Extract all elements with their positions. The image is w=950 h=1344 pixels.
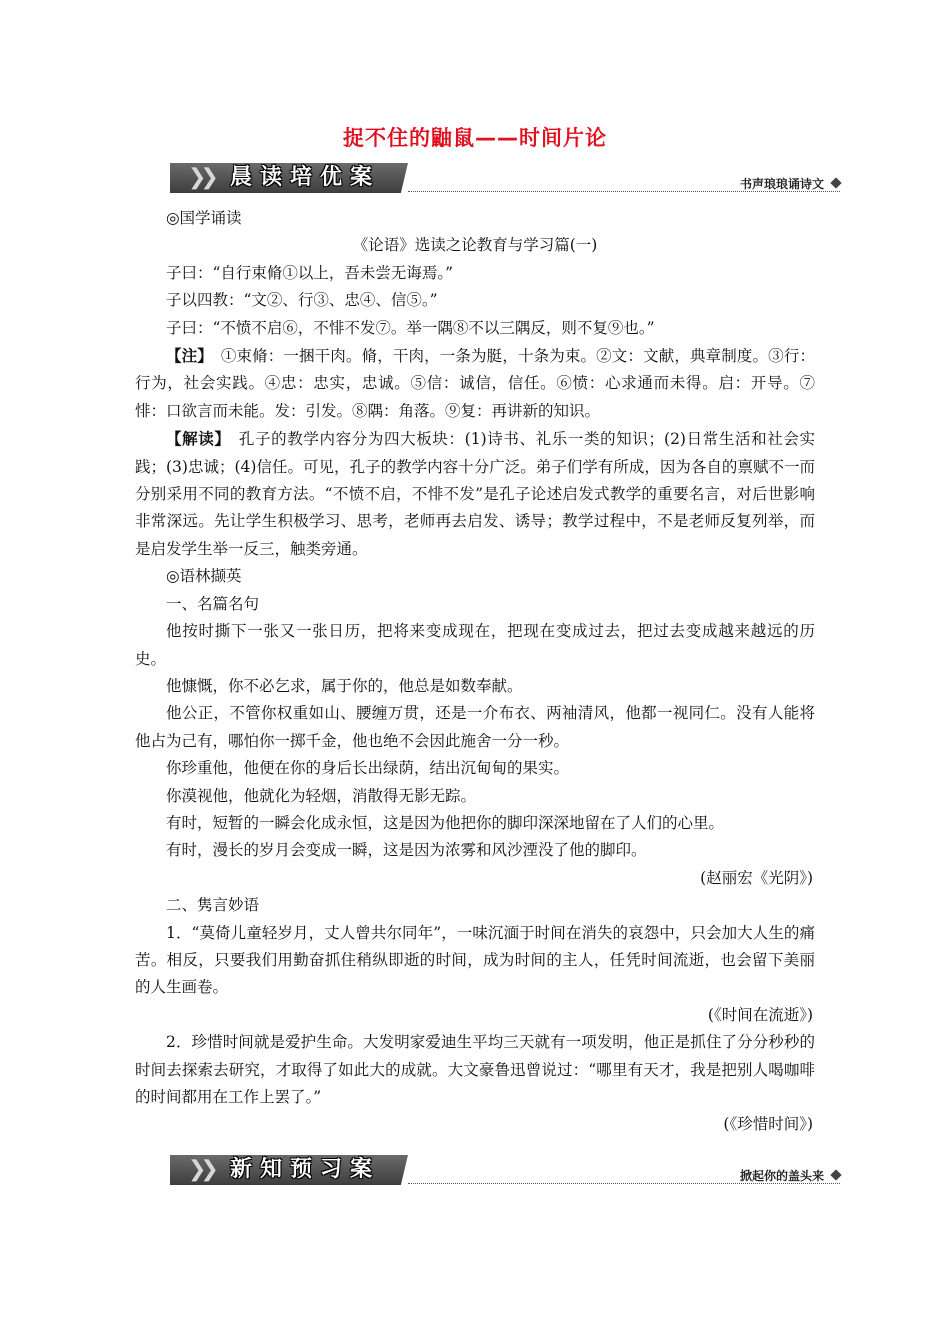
interpretation-paragraph — [135, 425, 815, 563]
section-banner-morning — [170, 163, 840, 197]
chevron-right-icon: ❯❯ — [188, 165, 213, 190]
section-heading-yulin: ◎语林撷英 — [166, 567, 242, 586]
annotation-label: 【注】 — [166, 346, 206, 366]
quote-paragraph: 你珍重他，他便在你的身后长出绿荫，结出沉甸甸的果实。 — [166, 759, 570, 778]
section-banner-preview — [170, 1155, 840, 1189]
quote-paragraph: 你漠视他，他就化为轻烟，消散得无影无踪。 — [166, 786, 477, 805]
page-title: 捉不住的鼬鼠——时间片论 — [343, 126, 607, 150]
quote-paragraph: 他慷慨，你不必乞求，属于你的，他总是如数奉献。 — [166, 676, 523, 695]
banner-tagline: 书声琅琅诵诗文 — [739, 177, 824, 191]
source-citation: (《时间在流逝》) — [707, 1005, 813, 1024]
banner-label: 晨读培优案 — [230, 165, 381, 190]
chevron-right-icon: ❯❯ — [188, 1157, 213, 1182]
subsection-heading: 一、名篇名句 — [166, 594, 260, 613]
quote-paragraph: 他公正，不管你权重如山、腰缠万贯，还是一介布衣、两袖清风，他都一视同仁。没有人能将他占为己有，哪怕你一掷千金，他也绝不会因此施舍一分一秒。 — [135, 704, 815, 750]
section-heading-guoxue: ◎国学诵读 — [166, 209, 242, 227]
interpretation-text: 孔子的教学内容分为四大板块：(1)诗书、礼乐一类的知识；(2)日常生活和社会实践；(3)忠诚；(4)信任。可见，孔子的教学内容十分广泛。弟子们学有所成，因为各自的禀赋不一而分别采用不同的教育方法。“不愤不启，不悱不发”是孔子论述启发式教学的重要名言，对后世影响非常深远。先让学生积极学习、思考，老师再去启发、诱导；教学过程中，不是老师反复列举，而是启发学生举一反三，触类旁通。 — [135, 430, 815, 558]
diamond-icon — [830, 177, 841, 188]
lunyu-line: 子曰：“不愤不启⑥，不悱不发⑦。举一隅⑧不以三隅反，则不复⑨也。” — [166, 318, 655, 337]
annotation-text: ①束脩：一捆干肉。脩，干肉，一条为脡，十条为束。②文：文献，典章制度。③行：行为，社会实践。④忠：忠实，忠诚。⑤信：诚信，信任。⑥愤：心求通而未得。启：开导。⑦悱：口欲言而未能。发：引发。⑧隅：角落。⑨复：再讲新的知识。 — [135, 347, 815, 420]
interpretation-label: 【解读】 — [166, 429, 223, 449]
diamond-icon — [830, 1169, 841, 1180]
quote-paragraph: 有时，短暂的一瞬会化成永恒，这是因为他把你的脚印深深地留在了人们的心里。 — [166, 813, 725, 832]
banner-tagline: 掀起你的盖头来 — [739, 1169, 824, 1183]
lunyu-line: 子曰：“自行束脩①以上，吾未尝无诲焉。” — [166, 263, 454, 282]
numbered-item: 2．珍惜时间就是爱护生命。大发明家爱迪生平均三天就有一项发明，他正是抓住了分分秒秒的时间去探索去研究，才取得了如此大的成就。大文豪鲁迅曾说过：“哪里有天才，我是把别人喝咖啡的时间都用在工作上罢了。” — [135, 1033, 815, 1106]
source-citation: (《珍惜时间》) — [723, 1115, 813, 1134]
banner-label: 新知预习案 — [230, 1157, 381, 1182]
annotation-paragraph — [135, 342, 815, 425]
subsection-heading: 二、隽言妙语 — [166, 896, 260, 915]
quote-paragraph: 他按时撕下一张又一张日历，把将来变成现在，把现在变成过去，把过去变成越来越远的历史。 — [135, 622, 815, 668]
lunyu-subtitle: 《论语》选读之论教育与学习篇(一) — [352, 236, 598, 255]
main-content — [135, 205, 815, 1139]
quote-paragraph: 有时，漫长的岁月会变成一瞬，这是因为浓雾和风沙湮没了他的脚印。 — [166, 841, 647, 860]
lunyu-line: 子以四教：“文②、行③、忠④、信⑤。” — [166, 291, 438, 310]
source-citation: (赵丽宏《光阴》) — [700, 868, 813, 887]
numbered-item: 1．“莫倚儿童轻岁月，丈人曾共尔同年”，一味沉湎于时间在消失的哀怨中，只会加大人生的痛苦。相反，只要我们用勤奋抓住稍纵即逝的时间，成为时间的主人，任凭时间流逝，也会留下美丽的人生画卷。 — [135, 923, 815, 997]
